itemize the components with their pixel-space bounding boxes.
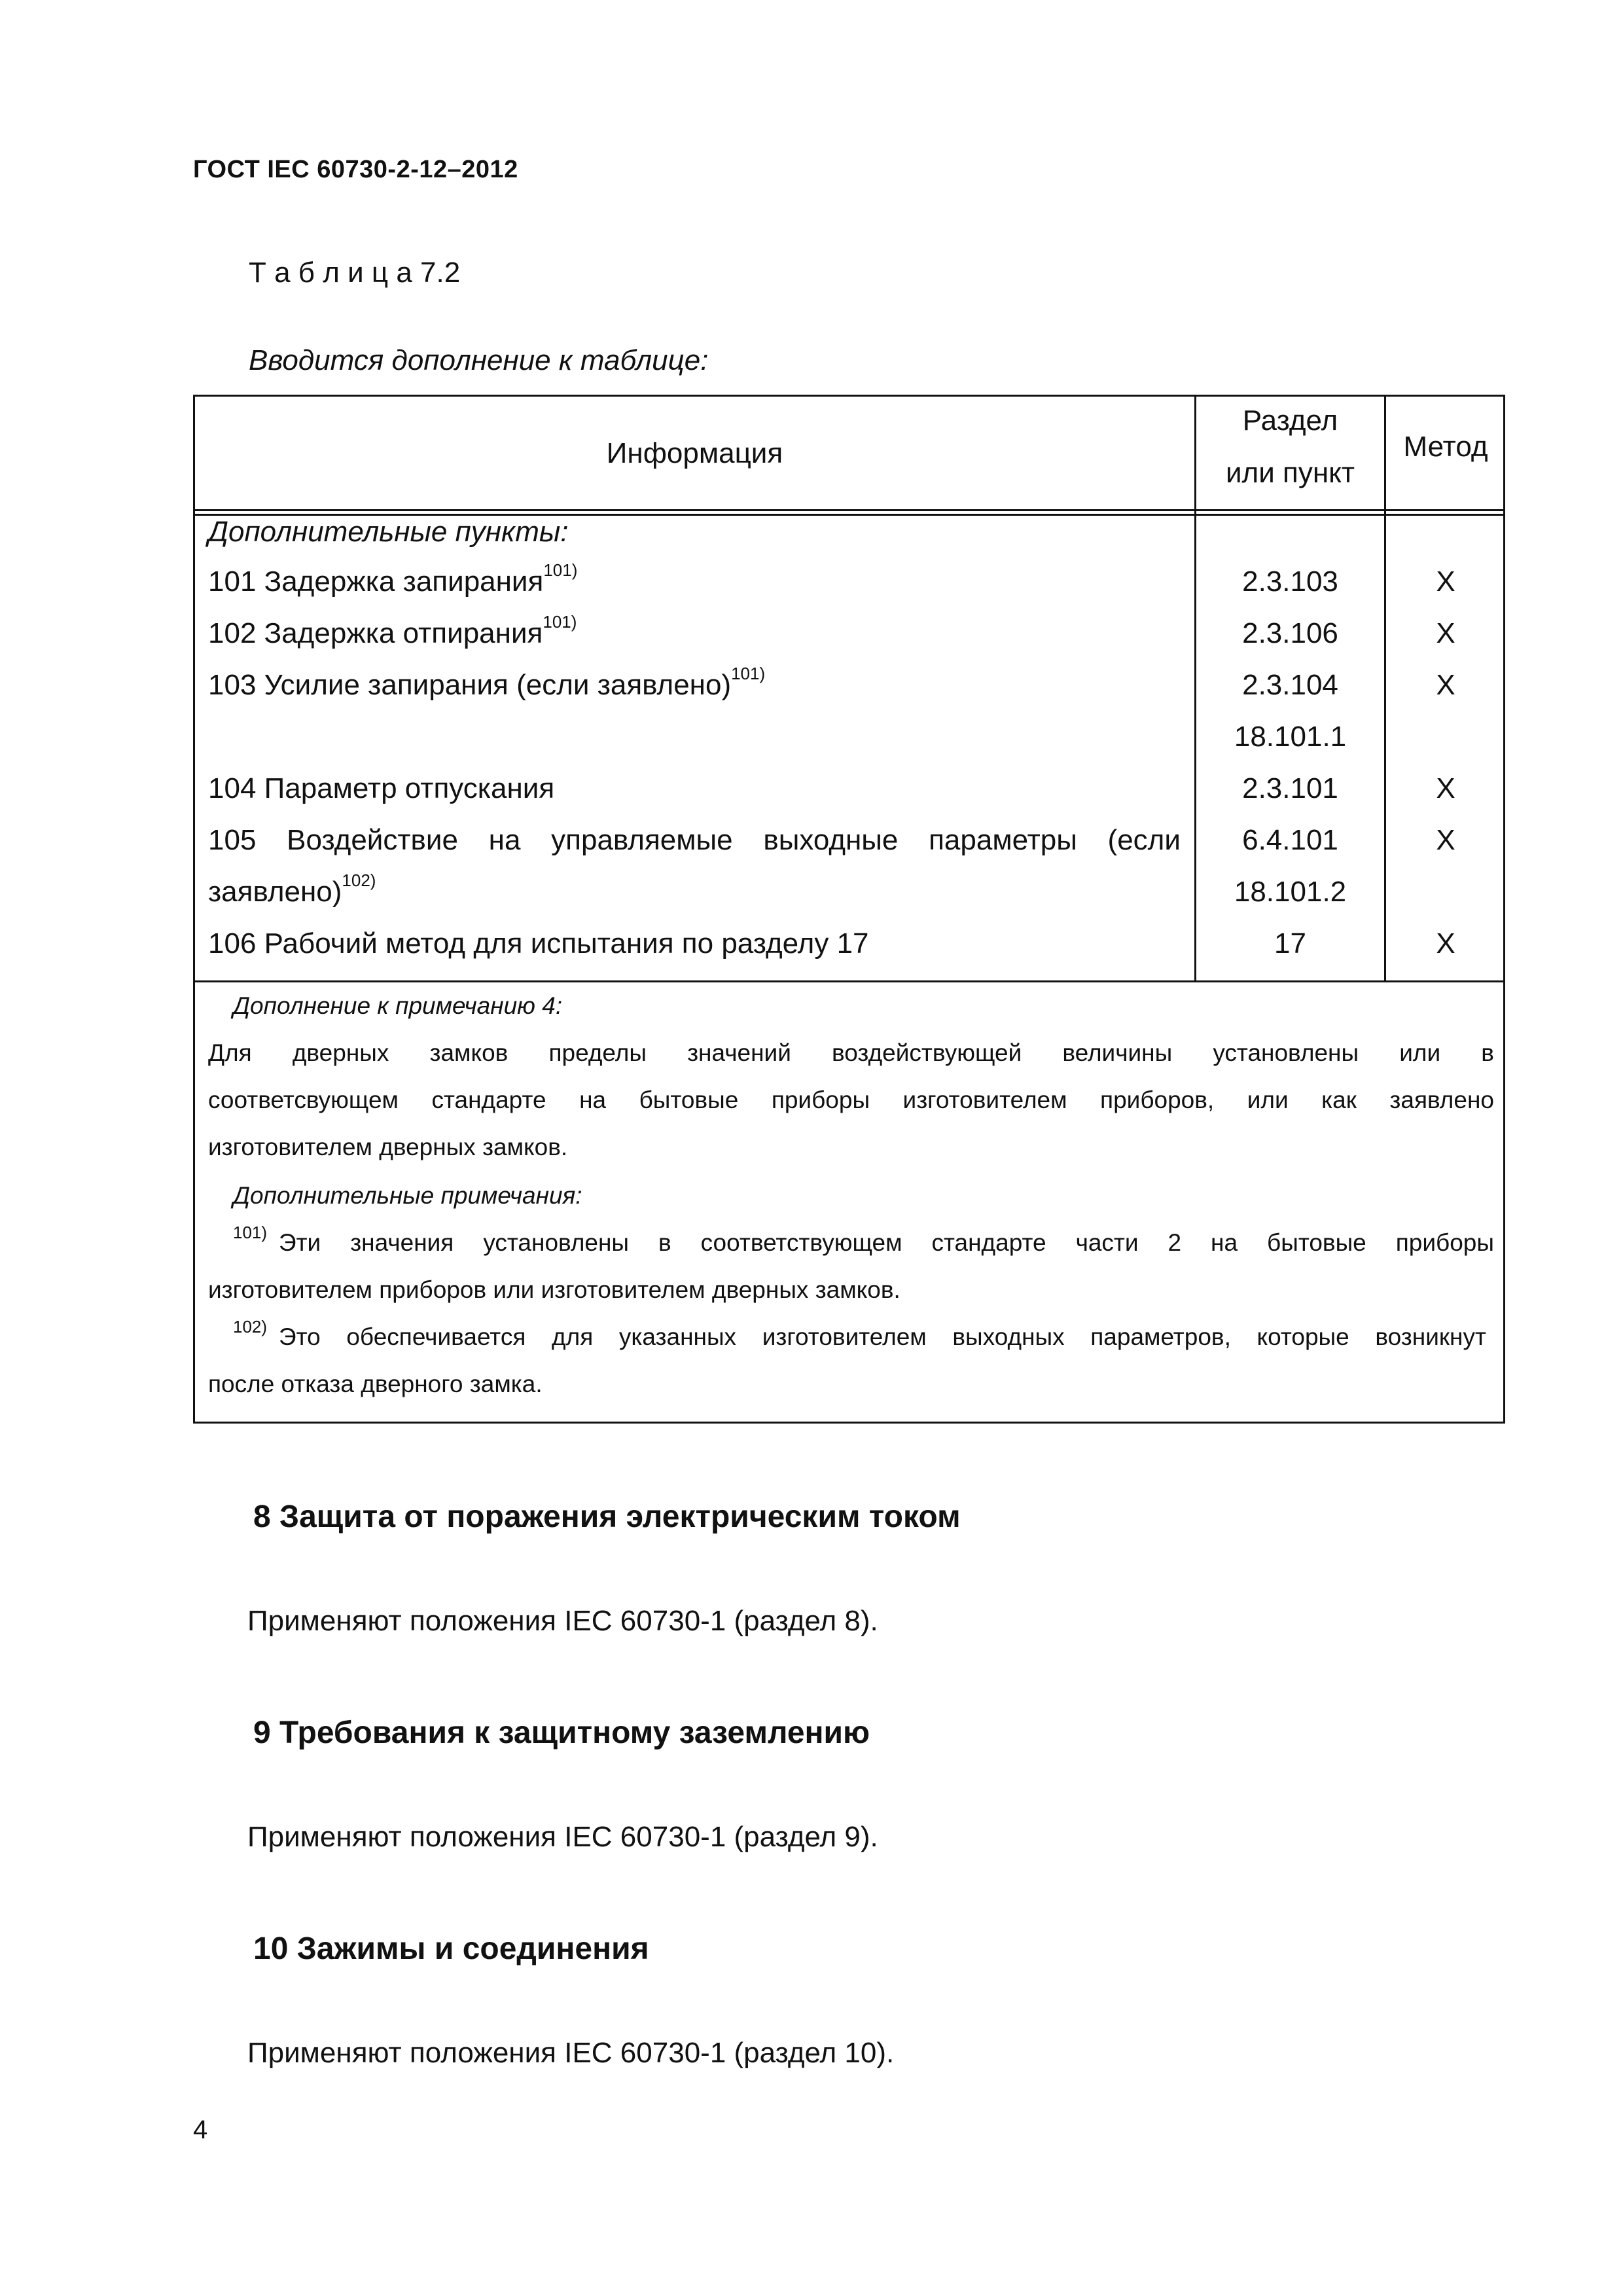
footnote-101-mark: 101) [233,1223,268,1242]
col-header-method: Метод [1403,431,1488,463]
note4-line: изготовителем дверных замков. [208,1134,568,1160]
table-row-info: 104 Параметр отпускания [208,772,555,804]
footnote-101-line: Эти значения установлены в соответствующем стандарте части 2 на бытовые приборы [279,1229,1494,1256]
document-code: ГОСТ IEC 60730-2-12–2012 [193,156,518,183]
note4-line: Для дверных замков пределы значений воздействующей величины установлены или в [208,1039,1494,1066]
table-row-method: X [1436,565,1455,598]
notes-divider [195,980,1503,982]
table-row-method: X [1436,927,1455,960]
section-heading: 9 Требования к защитному заземлению [253,1715,870,1750]
extra-notes-title: Дополнительные примечания: [233,1182,582,1209]
section-heading: 10 Зажимы и соединения [253,1931,649,1966]
footnote-101-line: изготовителем приборов или изготовителем дверных замков. [208,1276,901,1303]
table-row-section: 2.3.106 [1242,617,1338,649]
table-row-section: 2.3.101 [1242,772,1338,804]
table-row-info: 102 Задержка отпирания$^{101)}$ [208,612,577,649]
note4-line: соответсвующем стандарте на бытовые приборы изготовителем приборов, или как заявлено [208,1086,1494,1113]
table-row-section: 18.101.2 [1234,876,1347,908]
table-label: Т а б л и ц а 7.2 [249,257,461,289]
table-intro: Вводится дополнение к таблице: [249,344,709,376]
table-row-method: X [1436,669,1455,701]
table-row-info: заявлено)$^{102)}$ [208,870,376,908]
table-row-method: X [1436,772,1455,804]
info-table [193,395,1505,1424]
table-row-section: 2.3.103 [1242,565,1338,598]
table-row-method: X [1436,824,1455,856]
table-row-section: 2.3.104 [1242,669,1338,701]
section-heading: 8 Защита от поражения электрическим током [253,1499,961,1534]
section-text: Применяют положения IEC 60730-1 (раздел 8). [247,1605,878,1637]
page-number: 4 [193,2115,208,2144]
col-header-info: Информация [606,437,783,469]
note4-title: Дополнение к примечанию 4: [233,992,563,1019]
table-row-section: 17 [1274,927,1306,960]
section-text: Применяют положения IEC 60730-1 (раздел 10). [247,2037,895,2069]
table-row-section: 6.4.101 [1242,824,1338,856]
table-row-method: X [1436,617,1455,649]
group-title: Дополнительные пункты: [208,516,569,548]
table-row-info: 101 Задержка запирания$^{101)}$ [208,560,578,598]
col-header-section-1: Раздел [1242,404,1338,437]
footnote-102-line: после отказа дверного замка. [208,1371,543,1397]
table-row-info: 105 Воздействие на управляемые выходные параметры (если [208,824,1181,856]
footnote-102-line: Это обеспечивается для указанных изготовителем выходных параметров, которые возникнут [279,1323,1486,1350]
table-row-section: 18.101.1 [1234,721,1347,753]
header-line-1 [195,509,1503,511]
table-row-info: 103 Усилие запирания (если заявлено)$^{101)}$ [208,664,766,701]
table-row-info: 106 Рабочий метод для испытания по разделу 17 [208,927,869,960]
col-header-section-2: или пункт [1225,457,1355,489]
section-text: Применяют положения IEC 60730-1 (раздел 9). [247,1821,878,1853]
footnote-102-mark: 102) [233,1317,268,1336]
